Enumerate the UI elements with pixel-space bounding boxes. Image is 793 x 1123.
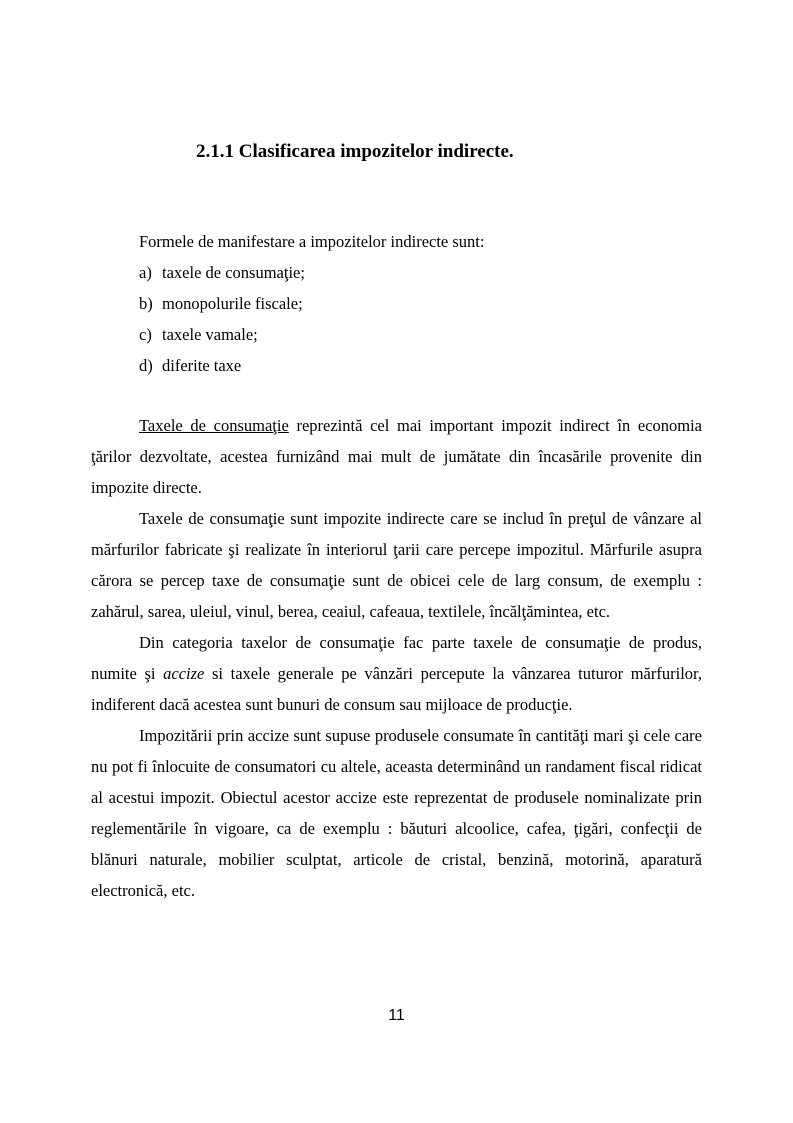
list-marker: a) (139, 263, 152, 282)
list-marker: c) (139, 325, 152, 344)
underlined-term: Taxele de consumaţie (139, 416, 289, 435)
page-number: 11 (388, 1007, 405, 1024)
list-item-text: monopolurile fiscale; (162, 294, 303, 313)
paragraph-text: reprezintă cel mai important impozit indirect în economia ţărilor dezvoltate, acestea furnizând mai mult de jumătate din încasările provenite din impozite directe. (91, 416, 703, 497)
list-item (139, 257, 305, 288)
paragraph-consumption-taxes (91, 410, 702, 503)
list-item (139, 350, 305, 381)
list-marker: d) (139, 356, 153, 375)
body-text (91, 410, 702, 906)
list-item-text: taxele de consumaţie; (162, 263, 305, 282)
italic-term: accize (163, 664, 205, 683)
paragraph-text: Din categoria taxelor de consumaţie fac parte taxele de consumaţie de produs, numite şi (91, 633, 702, 683)
list-marker: b) (139, 294, 153, 313)
list-item (139, 319, 305, 350)
paragraph-text: si taxele generale pe vânzări percepute la vânzarea tuturor mărfurilor, indiferent dacă acestea sunt bunuri de consum sau mijloace de producţie. (91, 664, 702, 714)
list-item (139, 288, 305, 319)
list-item-text: diferite taxe (162, 356, 242, 375)
list-item-text: taxele vamale; (162, 325, 258, 344)
paragraph-definition: Taxele de consumaţie sunt impozite indirecte care se includ în preţul de vânzare al mărfurilor fabricate şi realizate în interiorul ţarii care percepe impozitul. Mărfurile asupra cărora se percep taxe de consumaţie sunt de obicei cele de larg consum, de exemplu : zahărul, sarea, uleiul, vinul, berea, ceaiul, cafeaua, textilele, încălţămintea, etc. (91, 509, 702, 621)
section-heading: 2.1.1 Clasificarea impozitelor indirecte. (196, 141, 514, 162)
intro-sentence: Formele de manifestare a impozitelor indirecte sunt: (139, 232, 485, 251)
paragraph-categories (91, 627, 702, 720)
forms-list (139, 257, 305, 381)
paragraph-excise: Impozitării prin accize sunt supuse produsele consumate în cantităţi mari şi cele care nu pot fi înlocuite de consumatori cu altele, aceasta determinând un randament fiscal ridicat al acestui impozit. Obiectul acestor accize este reprezentat de produsele nominalizate prin reglementările în vigoare, ca de exemplu : băuturi alcoolice, cafea, ţigări, confecţii de blănuri naturale, mobilier sculptat, articole de cristal, benzină, motorină, aparatură electronică, etc. (91, 726, 702, 900)
